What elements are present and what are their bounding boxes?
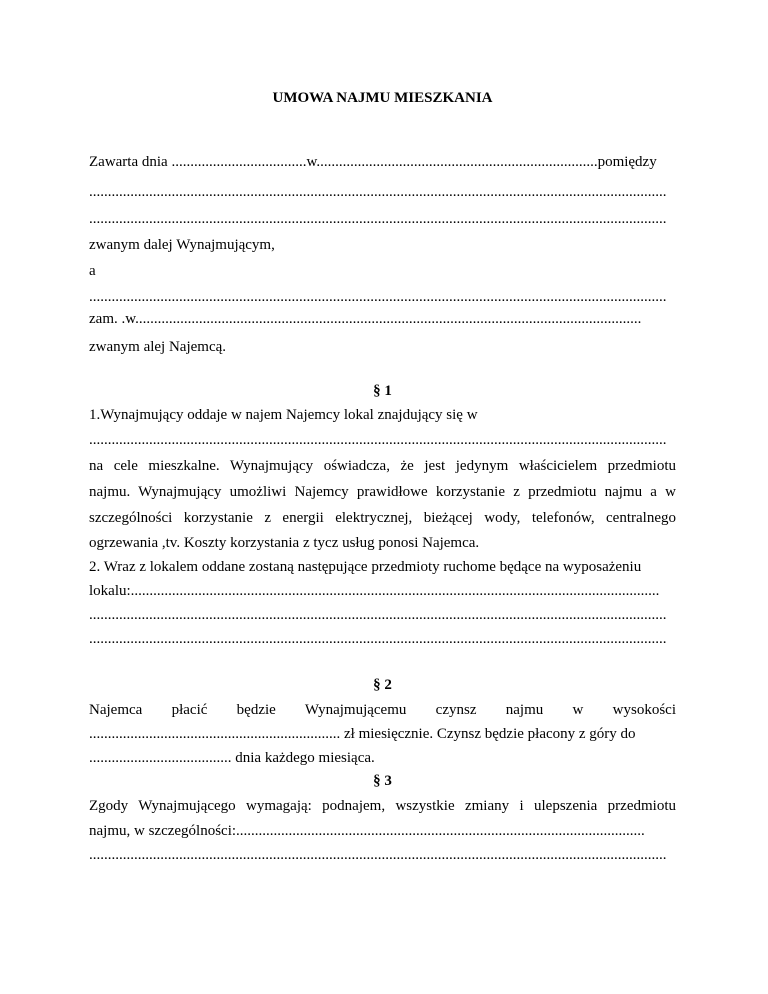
and-conjunction: a bbox=[89, 263, 96, 279]
section-3-heading: § 3 bbox=[373, 773, 392, 789]
s1-p2-line-1: 2. Wraz z lokalem oddane zostaną następujące przedmioty ruchome będące na wyposażeniu bbox=[89, 559, 642, 575]
s1-p1-line-4: szczególności korzystanie z energii elektrycznej, bieżącej wody, telefonów, centralnego bbox=[89, 510, 676, 526]
address-line: zam. .w....................................................................................................................................... bbox=[89, 311, 642, 327]
s2-line-2: ................................................................... zł miesięcznie. Czynsz będzie płacony z góry do bbox=[89, 726, 636, 742]
s1-p1-line-1: 1.Wynajmujący oddaje w najem Najemcy lokal znajdujący się w bbox=[89, 407, 478, 423]
s1-p2-blank-line-1: .......................................................................................................................................................... bbox=[89, 607, 667, 623]
intro-blank-line-2: .......................................................................................................................................................... bbox=[89, 211, 667, 227]
intro-date-place-line: Zawarta dnia ....................................w...........................................................................pomiędzy bbox=[89, 154, 657, 170]
section-1-heading: § 1 bbox=[373, 383, 392, 399]
s3-line-2: najmu, w szczególności:............................................................................................................. bbox=[89, 823, 645, 839]
document-title: UMOWA NAJMU MIESZKANIA bbox=[272, 90, 493, 106]
s1-p2-line-2: lokalu:............................................................................................................................................. bbox=[89, 583, 660, 599]
intro-blank-line-3: .......................................................................................................................................................... bbox=[89, 289, 667, 305]
section-2-heading: § 2 bbox=[373, 677, 392, 693]
s3-line-1: Zgody Wynajmującego wymagają: podnajem, wszystkie zmiany i ulepszenia przedmiotu bbox=[89, 798, 676, 814]
s2-line-3: ...................................... dnia każdego miesiąca. bbox=[89, 750, 375, 766]
s1-p2-blank-line-2: .......................................................................................................................................................... bbox=[89, 631, 667, 647]
s1-p1-line-3: najmu. Wynajmujący umożliwi Najemcy prawidłowe korzystanie z przedmiotu najmu a w bbox=[89, 484, 676, 500]
intro-blank-line-1: .......................................................................................................................................................... bbox=[89, 184, 667, 200]
tenant-label: zwanym alej Najemcą. bbox=[89, 339, 227, 355]
s1-p1-line-2: na cele mieszkalne. Wynajmujący oświadcza, że jest jedynym właścicielem przedmiotu bbox=[89, 458, 676, 474]
s1-p1-line-5: ogrzewania ,tv. Koszty korzystania z tycz usług ponosi Najemca. bbox=[89, 535, 480, 551]
s2-line-1: Najemca płacić będzie Wynajmującemu czynsz najmu w wysokości bbox=[89, 702, 676, 718]
landlord-label: zwanym dalej Wynajmującym, bbox=[89, 237, 275, 253]
s1-p1-blank-line: .......................................................................................................................................................... bbox=[89, 432, 667, 448]
s3-blank-line: .......................................................................................................................................................... bbox=[89, 847, 667, 863]
